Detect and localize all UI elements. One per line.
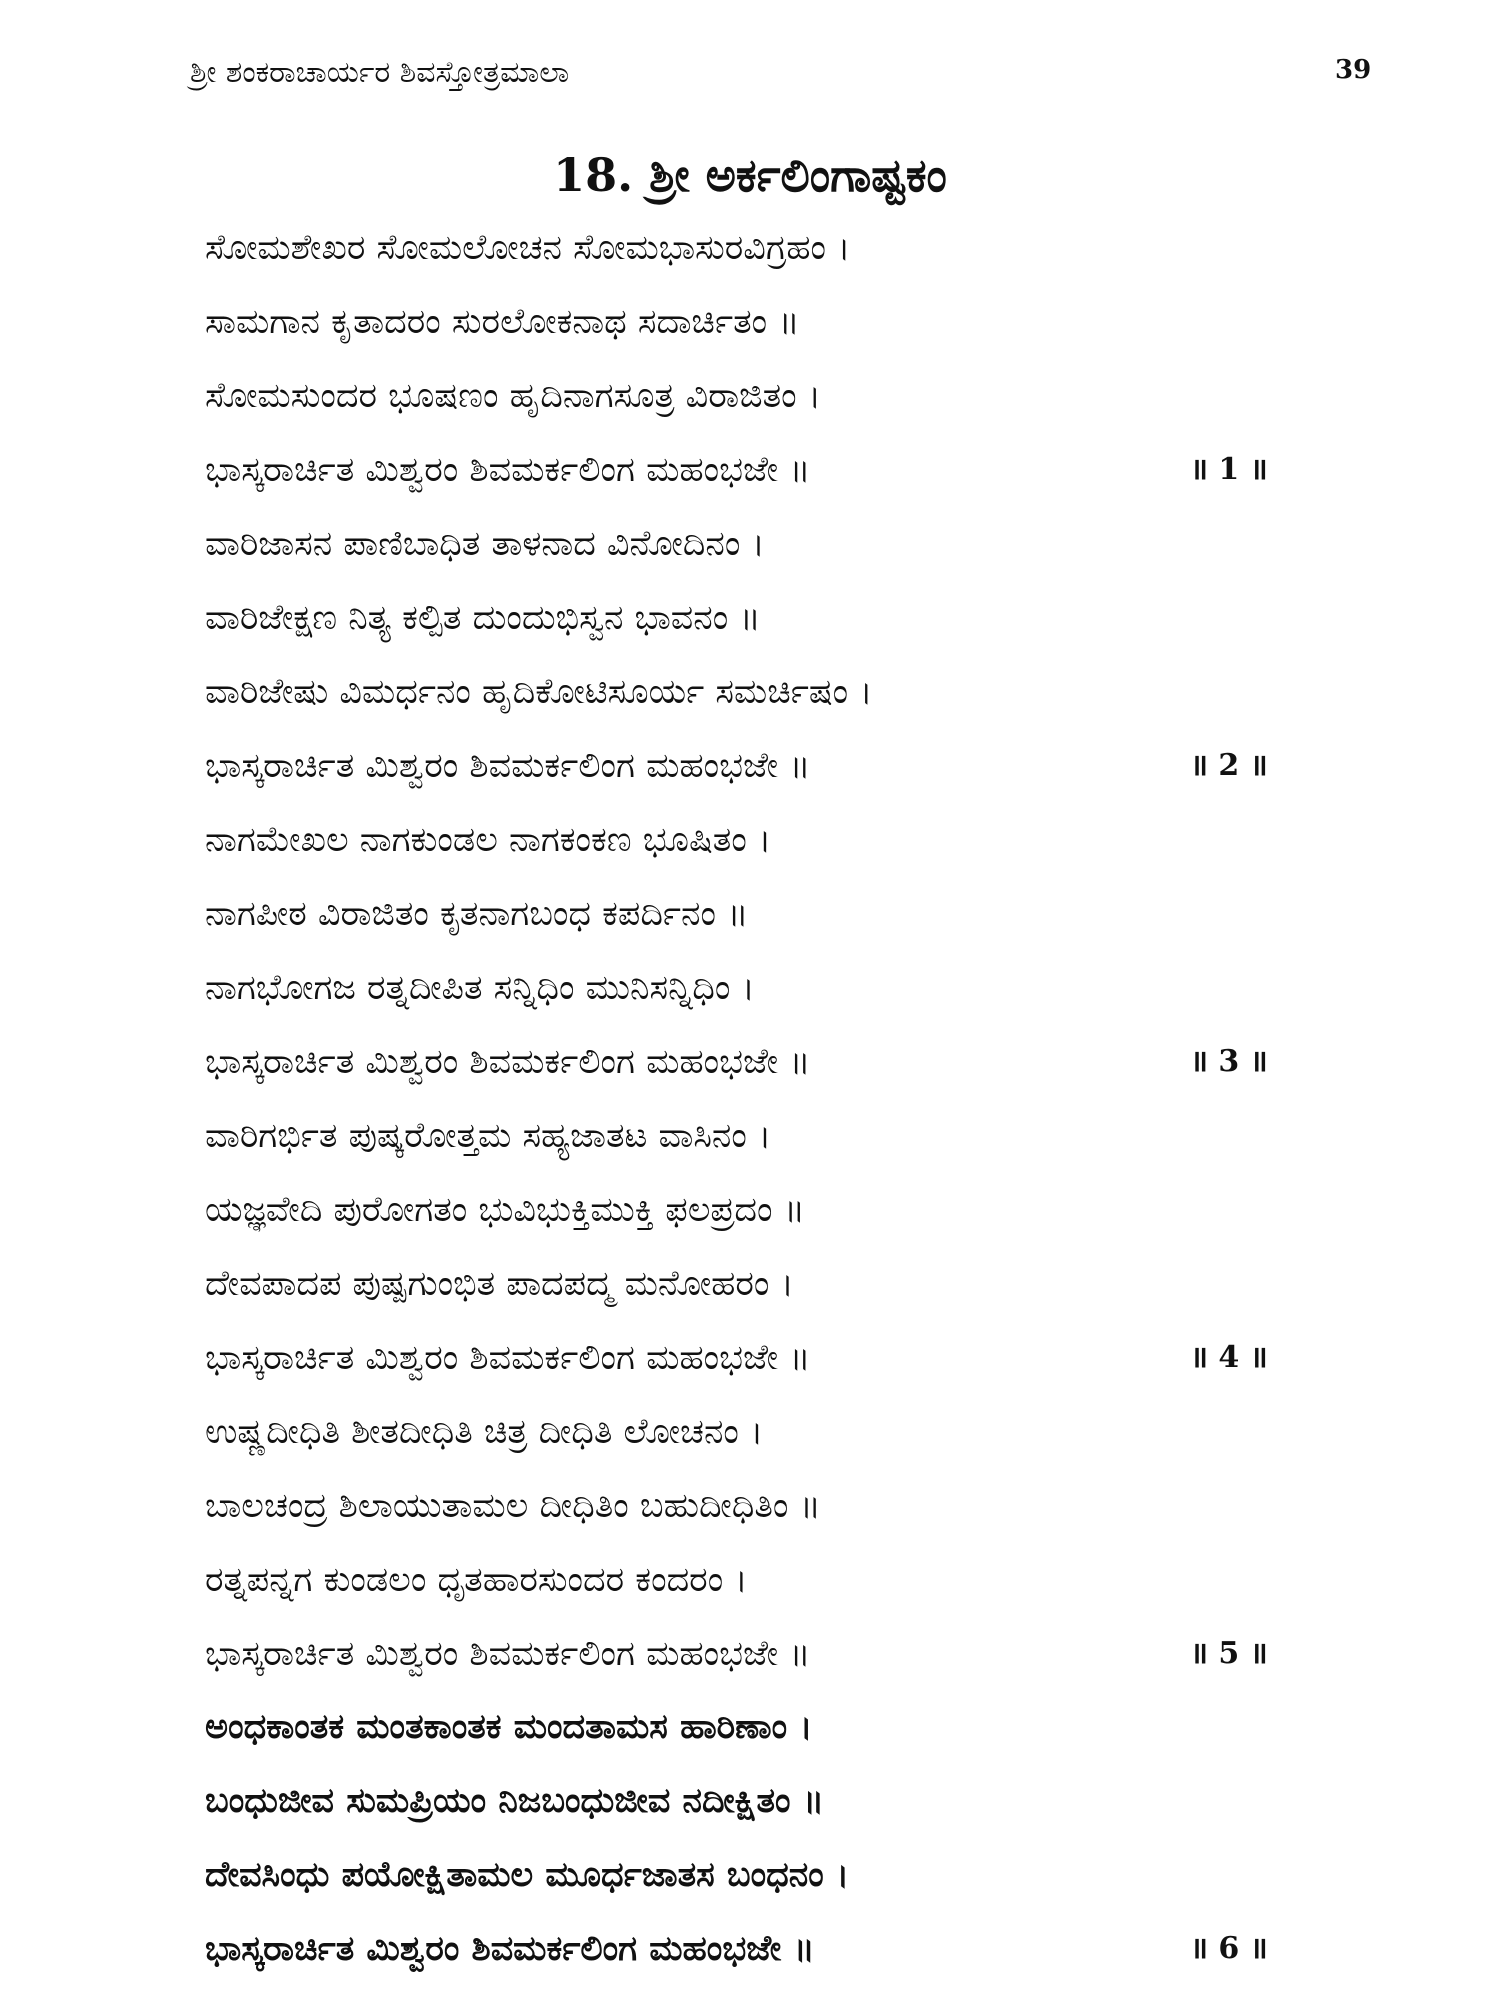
- page-number: 39: [1335, 55, 1372, 85]
- hymn-title-number: 18.: [553, 148, 634, 202]
- hymn-title-text: ಶ್ರೀ ಅರ್ಕಲಿಂಗಾಷ್ಟಕಂ: [649, 148, 947, 202]
- verse-line: ಭಾಸ್ಕರಾರ್ಚಿತ ಮಿಶ್ವರಂ ಶಿವಮರ್ಕಲಿಂಗ ಮಹಂಭಜೇ ॥: [205, 450, 811, 490]
- verse-line: ಬಾಲಚಂದ್ರ ಶಿಲಾಯುತಾಮಲ ದೀಧಿತಿಂ ಬಹುದೀಧಿತಿಂ ॥: [205, 1486, 821, 1526]
- verse-number: ॥ 2 ॥: [1190, 748, 1268, 783]
- verse-number: ॥ 4 ॥: [1190, 1340, 1268, 1375]
- verse-number: ॥ 6 ॥: [1190, 1931, 1268, 1966]
- verse-number: ॥ 3 ॥: [1190, 1044, 1268, 1079]
- verse-line: ಭಾಸ್ಕರಾರ್ಚಿತ ಮಿಶ್ವರಂ ಶಿವಮರ್ಕಲಿಂಗ ಮಹಂಭಜೇ ॥: [205, 1042, 811, 1082]
- verse-line: ನಾಗಪೀಠ ವಿರಾಜಿತಂ ಕೃತನಾಗಬಂಧ ಕಪರ್ದಿನಂ ॥: [205, 894, 749, 934]
- verse-line: ಭಾಸ್ಕರಾರ್ಚಿತ ಮಿಶ್ವರಂ ಶಿವಮರ್ಕಲಿಂಗ ಮಹಂಭಜೇ ॥: [205, 1338, 811, 1378]
- verse-line: ಯಜ್ಞವೇದಿ ಪುರೋಗತಂ ಭುವಿಭುಕ್ತಿಮುಕ್ತಿ ಫಲಪ್ರದಂ ॥: [205, 1190, 805, 1230]
- verse-line: ದೇವಪಾದಪ ಪುಷ್ಪಗುಂಭಿತ ಪಾದಪದ್ಮ ಮನೋಹರಂ ।: [205, 1264, 794, 1304]
- verse-line: ದೇವಸಿಂಧು ಪಯೋಕ್ಷಿತಾಮಲ ಮೂರ್ಧಜಾತಸ ಬಂಧನಂ ।: [205, 1855, 850, 1895]
- verse-line: ನಾಗಭೋಗಜ ರತ್ನದೀಪಿತ ಸನ್ನಿಧಿಂ ಮುನಿಸನ್ನಿಧಿಂ ।: [205, 968, 755, 1008]
- verse-line: ಸೋಮಶೇಖರ ಸೋಮಲೋಚನ ಸೋಮಭಾಸುರವಿಗ್ರಹಂ ।: [205, 228, 851, 268]
- verse-line: ವಾರಿಜೇಕ್ಷಣ ನಿತ್ಯ ಕಲ್ಪಿತ ದುಂದುಭಿಸ್ವನ ಭಾವನಂ ॥: [205, 598, 761, 638]
- verse-number: ॥ 5 ॥: [1190, 1636, 1268, 1671]
- hymn-title: [0, 148, 1500, 204]
- running-head-title: ಶ್ರೀ ಶಂಕರಾಚಾರ್ಯರ ಶಿವಸ್ತೋತ್ರಮಾಲಾ: [190, 55, 570, 90]
- verse-line: ವಾರಿಗರ್ಭಿತ ಪುಷ್ಕರೋತ್ತಮ ಸಹ್ಯಜಾತಟ ವಾಸಿನಂ ।: [205, 1116, 772, 1156]
- verse-line: ಭಾಸ್ಕರಾರ್ಚಿತ ಮಿಶ್ವರಂ ಶಿವಮರ್ಕಲಿಂಗ ಮಹಂಭಜೇ ॥: [205, 746, 811, 786]
- verse-line: ವಾರಿಜೇಷು ವಿಮರ್ಧನಂ ಹೃದಿಕೋಟಿಸೂರ್ಯ ಸಮರ್ಚಿಷಂ ।: [205, 672, 873, 712]
- verse-number: ॥ 1 ॥: [1190, 452, 1268, 487]
- verse-line: ರತ್ನಪನ್ನಗ ಕುಂಡಲಂ ಧೃತಹಾರಸುಂದರ ಕಂದರಂ ।: [205, 1560, 748, 1600]
- verse-line: ಭಾಸ್ಕರಾರ್ಚಿತ ಮಿಶ್ವರಂ ಶಿವಮರ್ಕಲಿಂಗ ಮಹಂಭಜೇ ॥: [205, 1929, 815, 1969]
- verse-line: ಸಾಮಗಾನ ಕೃತಾದರಂ ಸುರಲೋಕನಾಥ ಸದಾರ್ಚಿತಂ ॥: [205, 302, 800, 342]
- verse-line: ನಾಗಮೇಖಲ ನಾಗಕುಂಡಲ ನಾಗಕಂಕಣ ಭೂಷಿತಂ ।: [205, 820, 772, 860]
- verse-line: ಅಂಧಕಾಂತಕ ಮಂತಕಾಂತಕ ಮಂದತಾಮಸ ಹಾರಿಣಾಂ ।: [205, 1707, 813, 1747]
- verse-line: ವಾರಿಜಾಸನ ಪಾಣಿಬಾಧಿತ ತಾಳನಾದ ವಿನೋದಿನಂ ।: [205, 524, 765, 564]
- verse-line: ಭಾಸ್ಕರಾರ್ಚಿತ ಮಿಶ್ವರಂ ಶಿವಮರ್ಕಲಿಂಗ ಮಹಂಭಜೇ ॥: [205, 1634, 811, 1674]
- verse-line: ಬಂಧುಜೀವ ಸುಮಪ್ರಿಯಂ ನಿಜಬಂಧುಜೀವ ನದೀಕ್ಷಿತಂ ॥: [205, 1781, 825, 1821]
- verse-line: ಸೋಮಸುಂದರ ಭೂಷಣಂ ಹೃದಿನಾಗಸೂತ್ರ ವಿರಾಜಿತಂ ।: [205, 376, 822, 416]
- verse-line: ಉಷ್ಣದೀಧಿತಿ ಶೀತದೀಧಿತಿ ಚಿತ್ರ ದೀಧಿತಿ ಲೋಚನಂ ।: [205, 1412, 764, 1452]
